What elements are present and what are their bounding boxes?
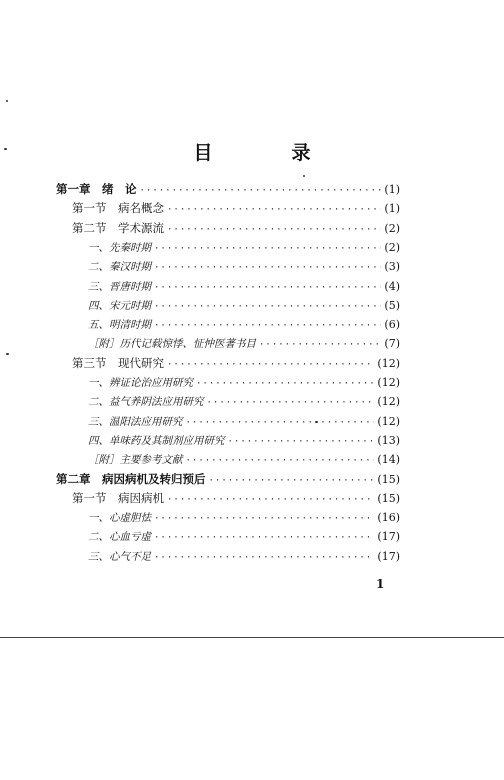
dot-leader xyxy=(186,414,375,433)
toc-entry-item xyxy=(88,257,400,276)
toc-entry-page: (7) xyxy=(384,337,400,351)
toc-entry-label: 一、辨证论治应用研究 xyxy=(88,377,193,389)
toc-entry-item xyxy=(88,431,400,450)
dot-leader xyxy=(154,549,374,568)
toc-entry-label: 三、温阳法应用研究 xyxy=(88,415,183,428)
toc-entry-label: 第二节 学术源流 xyxy=(72,220,164,235)
dot-leader xyxy=(154,240,381,259)
toc-entry-label: 四、宋元时期 xyxy=(88,299,151,312)
dot-leader xyxy=(154,317,381,336)
toc-entry-chapter xyxy=(56,180,400,199)
toc-entry-page: (17) xyxy=(377,549,400,563)
scan-speck xyxy=(6,100,8,102)
toc-entry-label: 第一节 病名概念 xyxy=(72,201,164,216)
toc-entry-item xyxy=(88,527,400,546)
scan-speck xyxy=(315,421,318,423)
dot-leader xyxy=(228,433,375,452)
page-number: 1 xyxy=(376,577,385,591)
dot-leader xyxy=(154,510,374,529)
scan-speck xyxy=(4,148,7,150)
toc-entry-item xyxy=(88,238,400,257)
toc-entry-label: 一、先秦时期 xyxy=(88,241,151,254)
toc-entry-page: (15) xyxy=(377,472,400,486)
toc-entry-page: (2) xyxy=(384,240,400,254)
toc-entry-item xyxy=(88,296,400,315)
toc-entry-page: (13) xyxy=(377,433,400,447)
dot-leader xyxy=(154,529,374,548)
toc-entry-label: 二、心血亏虚 xyxy=(88,531,151,544)
toc-entry-label: 二、益气养阴法应用研究 xyxy=(88,396,204,409)
dot-leader xyxy=(154,298,381,317)
dot-leader xyxy=(186,452,375,471)
page-bottom-rule xyxy=(0,637,504,638)
scan-speck xyxy=(303,175,305,177)
toc-entry-label: 五、明清时期 xyxy=(88,319,151,332)
toc-entry-label: 四、单味药及其制剂应用研究 xyxy=(88,434,225,447)
dot-leader xyxy=(167,356,374,375)
dot-leader xyxy=(259,336,381,355)
toc-entry-item xyxy=(88,334,400,353)
toc-entry-label: ［附］历代记载惊悸、怔忡医著书目 xyxy=(88,338,256,351)
toc-entry-section xyxy=(72,219,400,238)
toc-entry-label: 三、心气不足 xyxy=(88,550,151,563)
toc-entry-label: 一、心虚胆怯 xyxy=(88,512,151,525)
dot-leader xyxy=(209,472,375,491)
toc-entry-label: 第一节 病因病机 xyxy=(72,490,164,505)
toc-entry-page: (14) xyxy=(377,453,400,467)
toc-entry-section xyxy=(72,489,400,508)
toc-entry-page: (2) xyxy=(384,221,400,235)
toc-entry-section xyxy=(72,199,400,218)
toc-entry-item xyxy=(88,412,400,431)
dot-leader xyxy=(167,491,374,510)
toc-entry-page: (5) xyxy=(384,298,400,312)
page-title: 目 录 xyxy=(193,142,341,164)
toc-entry-label: 第二章 病因病机及转归预后 xyxy=(56,471,206,486)
toc-entry-page: (12) xyxy=(377,414,400,428)
toc-entry-page: (6) xyxy=(384,318,400,332)
dot-leader xyxy=(196,375,374,394)
toc-entry-page: (15) xyxy=(377,491,400,505)
dot-leader xyxy=(154,259,381,278)
toc-entry-item xyxy=(88,508,400,527)
toc-entry-page: (12) xyxy=(377,395,400,409)
dot-leader xyxy=(167,201,381,220)
toc-entry-page: (1) xyxy=(384,183,400,196)
dot-leader xyxy=(154,279,381,298)
toc-entry-item xyxy=(88,277,400,296)
toc-entry-page: (12) xyxy=(377,356,400,370)
toc-entry-label: 第三节 现代研究 xyxy=(72,355,164,370)
toc-entry-label: 第一章 绪 论 xyxy=(56,182,137,196)
toc-entry-page: (4) xyxy=(384,279,400,293)
toc-entry-label: 二、秦汉时期 xyxy=(88,261,151,274)
toc-entry-item xyxy=(88,450,400,469)
scan-speck xyxy=(6,353,9,355)
toc-entry-item xyxy=(88,392,400,411)
toc-entry-item xyxy=(88,547,400,566)
toc-entry-page: (17) xyxy=(377,530,400,544)
toc-entry-chapter xyxy=(56,470,400,489)
toc-entry-label: ［附］主要参考文献 xyxy=(88,454,183,467)
dot-leader xyxy=(167,221,381,240)
dot-leader xyxy=(140,182,382,201)
toc-entry-label: 三、晋唐时期 xyxy=(88,280,151,293)
toc-entry-page: (16) xyxy=(377,511,400,525)
toc-entry-page: (12) xyxy=(377,376,400,389)
dot-leader xyxy=(207,394,375,413)
toc-entry-item xyxy=(88,315,400,334)
toc-entry-page: (3) xyxy=(384,260,400,274)
toc-entry-item xyxy=(88,373,400,392)
toc-entry-page: (1) xyxy=(384,202,400,216)
toc-entry-section xyxy=(72,354,400,373)
